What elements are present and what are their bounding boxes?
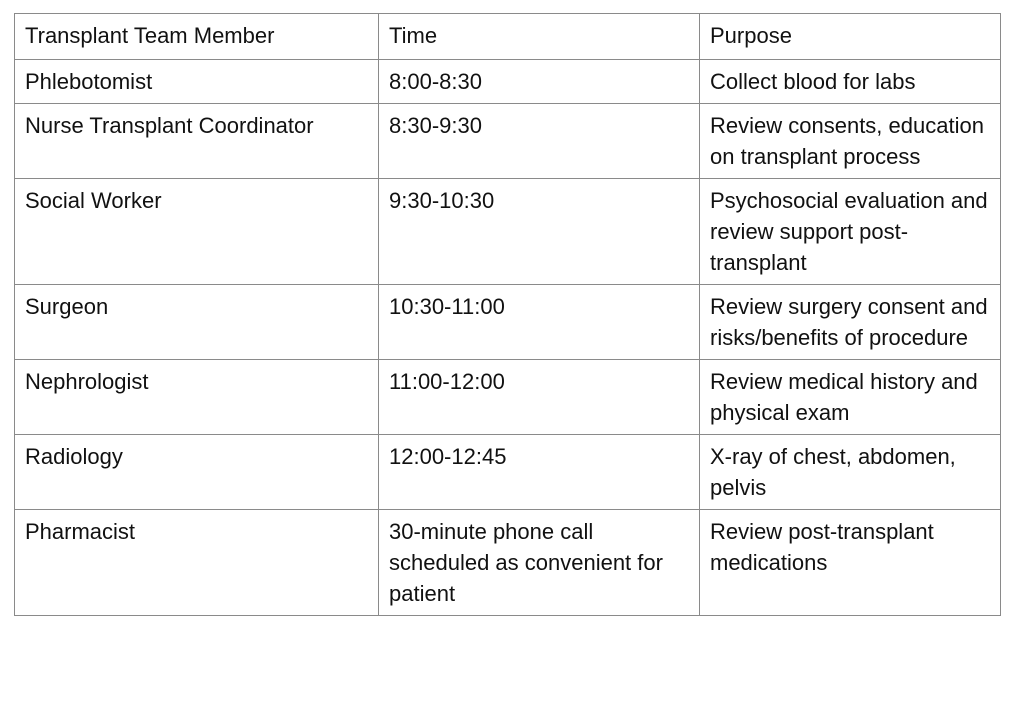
team-member-cell: Nurse Transplant Coordinator xyxy=(15,104,379,179)
time-cell: 12:00-12:45 xyxy=(379,435,700,510)
purpose-cell: Review consents, education on transplant process xyxy=(700,104,1001,179)
table-row xyxy=(15,60,1001,104)
transplant-schedule-table xyxy=(14,13,1001,616)
team-member-cell: Phlebotomist xyxy=(15,60,379,104)
purpose-cell: Psychosocial evaluation and review support post-transplant xyxy=(700,179,1001,285)
header-team-member: Transplant Team Member xyxy=(15,14,379,60)
table-row xyxy=(15,360,1001,435)
purpose-cell: Collect blood for labs xyxy=(700,60,1001,104)
table-row xyxy=(15,104,1001,179)
time-cell: 30-minute phone call scheduled as convenient for patient xyxy=(379,510,700,616)
purpose-cell: Review surgery consent and risks/benefits of procedure xyxy=(700,285,1001,360)
team-member-cell: Surgeon xyxy=(15,285,379,360)
purpose-cell: Review medical history and physical exam xyxy=(700,360,1001,435)
header-time: Time xyxy=(379,14,700,60)
team-member-cell: Social Worker xyxy=(15,179,379,285)
team-member-cell: Radiology xyxy=(15,435,379,510)
header-purpose: Purpose xyxy=(700,14,1001,60)
time-cell: 8:00-8:30 xyxy=(379,60,700,104)
time-cell: 10:30-11:00 xyxy=(379,285,700,360)
time-cell: 11:00-12:00 xyxy=(379,360,700,435)
table-row xyxy=(15,510,1001,616)
purpose-cell: Review post-transplant medications xyxy=(700,510,1001,616)
table-row xyxy=(15,435,1001,510)
table-row xyxy=(15,179,1001,285)
table-row xyxy=(15,285,1001,360)
team-member-cell: Nephrologist xyxy=(15,360,379,435)
time-cell: 9:30-10:30 xyxy=(379,179,700,285)
purpose-cell: X-ray of chest, abdomen, pelvis xyxy=(700,435,1001,510)
time-cell: 8:30-9:30 xyxy=(379,104,700,179)
table-header-row xyxy=(15,14,1001,60)
team-member-cell: Pharmacist xyxy=(15,510,379,616)
